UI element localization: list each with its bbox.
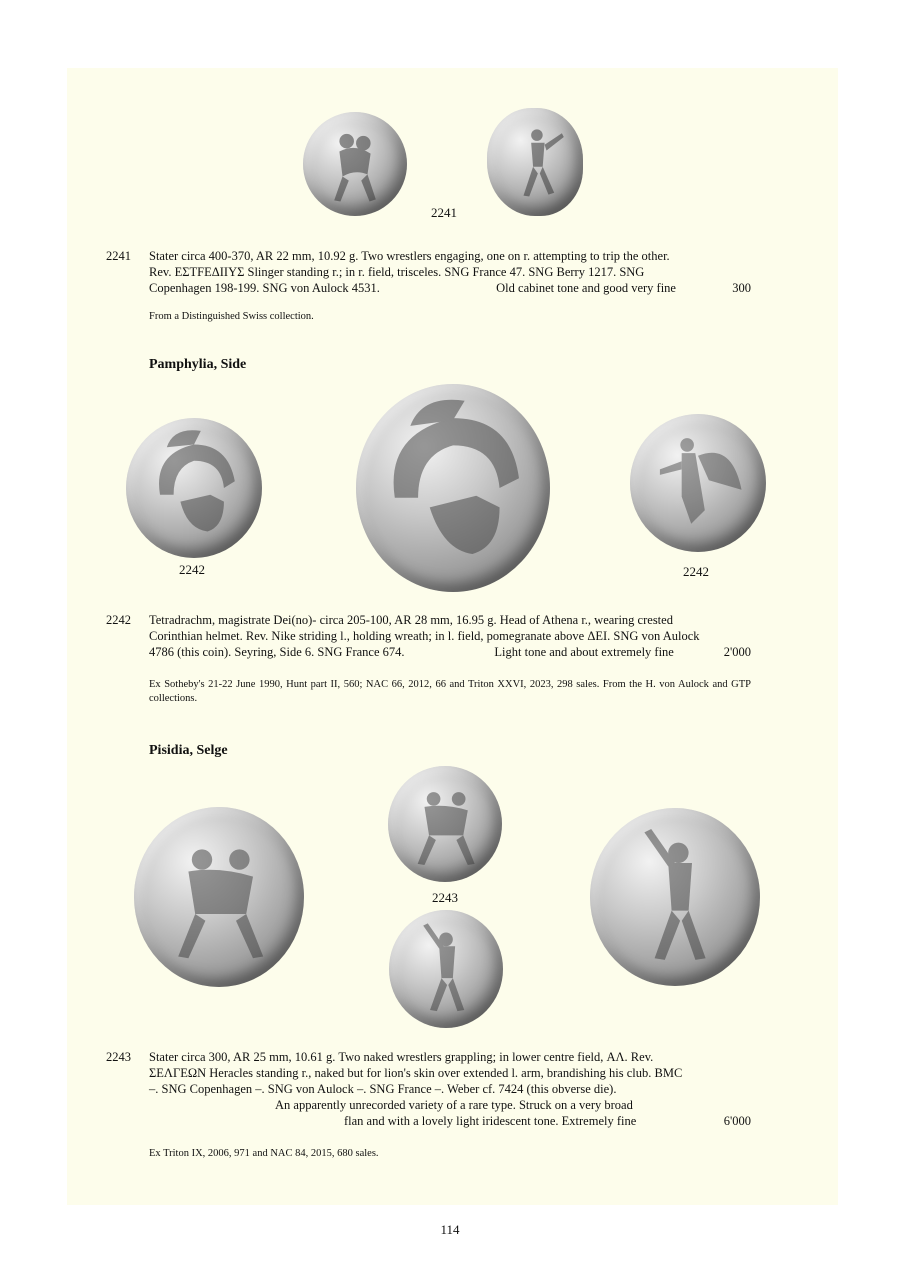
lot-2243 xyxy=(106,1049,751,1129)
lot-description-line: Tetradrachm, magistrate Dei(no)- circa 205-100, AR 28 mm, 16.95 g. Head of Athena r., wearing crested xyxy=(149,613,673,627)
lot-estimate: 300 xyxy=(732,281,751,295)
coin-2243-reverse-enlarged-image xyxy=(590,808,760,986)
lot-condition: Light tone and about extremely fine xyxy=(494,645,674,659)
lot-number: 2243 xyxy=(106,1050,131,1064)
coin-2241-obverse-image xyxy=(303,112,407,216)
lot-2241-provenance: From a Distinguished Swiss collection. xyxy=(149,311,314,322)
lot-2242-provenance: Ex Sotheby's 21-22 June 1990, Hunt part II, 560; NAC 66, 2012, 66 and Triton XXVI, 2023, 298 sales. From the H. von Aulock and GTP collections. xyxy=(149,679,751,704)
lot-description-line: Stater circa 300, AR 25 mm, 10.61 g. Two naked wrestlers grappling; in lower centre field, ΑΛ. Rev. xyxy=(149,1050,654,1064)
lot-2241 xyxy=(106,248,751,296)
lot-condition: Old cabinet tone and good very fine xyxy=(496,281,676,295)
lot-condition-line: An apparently unrecorded variety of a rare type. Struck on a very broad xyxy=(275,1098,633,1112)
lot-estimate: 6'000 xyxy=(723,1114,751,1128)
lot-summary-row xyxy=(344,1113,751,1129)
lot-2243-provenance: Ex Triton IX, 2006, 971 and NAC 84, 2015, 680 sales. xyxy=(149,1148,379,1159)
coin-2243-reverse-image xyxy=(389,910,503,1028)
lot-estimate: 2'000 xyxy=(723,645,751,659)
section-heading-pamphylia-side: Pamphylia, Side xyxy=(149,357,247,372)
lot-description-line: Rev. ΕΣΤFΕΔΙΙΥΣ Slinger standing r.; in r. field, trisceles. SNG France 47. SNG Berry 1217. SNG xyxy=(149,265,645,279)
lot-description-line: –. SNG Copenhagen –. SNG von Aulock –. SNG France –. Weber cf. 7424 (this obverse die). xyxy=(149,1082,617,1096)
coin-2241-reverse-image xyxy=(487,108,583,216)
lot-summary-row xyxy=(149,280,751,296)
lot-number: 2242 xyxy=(106,613,131,627)
coin-2242-reverse-image xyxy=(630,414,766,552)
coin-2243-obverse-enlarged-image xyxy=(134,807,304,987)
coin-2241-caption: 2241 xyxy=(431,205,457,220)
section-heading-pisidia-selge: Pisidia, Selge xyxy=(149,743,228,758)
lot-number: 2241 xyxy=(106,249,131,263)
coin-2242-obverse-image xyxy=(126,418,262,558)
lot-description-line: Corinthian helmet. Rev. Nike striding l., holding wreath; in l. field, pomegranate above ΔΕΙ. SNG von Aulock xyxy=(149,629,700,643)
coin-2242-obverse-enlarged-image xyxy=(356,384,550,592)
lot-description-line: Copenhagen 198-199. SNG von Aulock 4531. xyxy=(149,281,380,295)
lot-2242 xyxy=(106,612,751,660)
coin-2243-caption: 2243 xyxy=(432,890,458,905)
lot-description-line: 4786 (this coin). Seyring, Side 6. SNG France 674. xyxy=(149,645,405,659)
lot-description-line: ΣΕΛΓΕΩΝ Heracles standing r., naked but for lion's skin over extended l. arm, brandishing his club. BMC xyxy=(149,1066,683,1080)
page-number: 114 xyxy=(440,1222,460,1237)
coin-2242-caption-left: 2242 xyxy=(179,562,205,577)
lot-condition: flan and with a lovely light iridescent tone. Extremely fine xyxy=(344,1114,637,1128)
coin-2243-obverse-image xyxy=(388,766,502,882)
lot-summary-row xyxy=(149,644,751,660)
lot-description-line: Stater circa 400-370, AR 22 mm, 10.92 g. Two wrestlers engaging, one on r. attempting to trip the other. xyxy=(149,249,670,263)
coin-2242-caption-right: 2242 xyxy=(683,564,709,579)
